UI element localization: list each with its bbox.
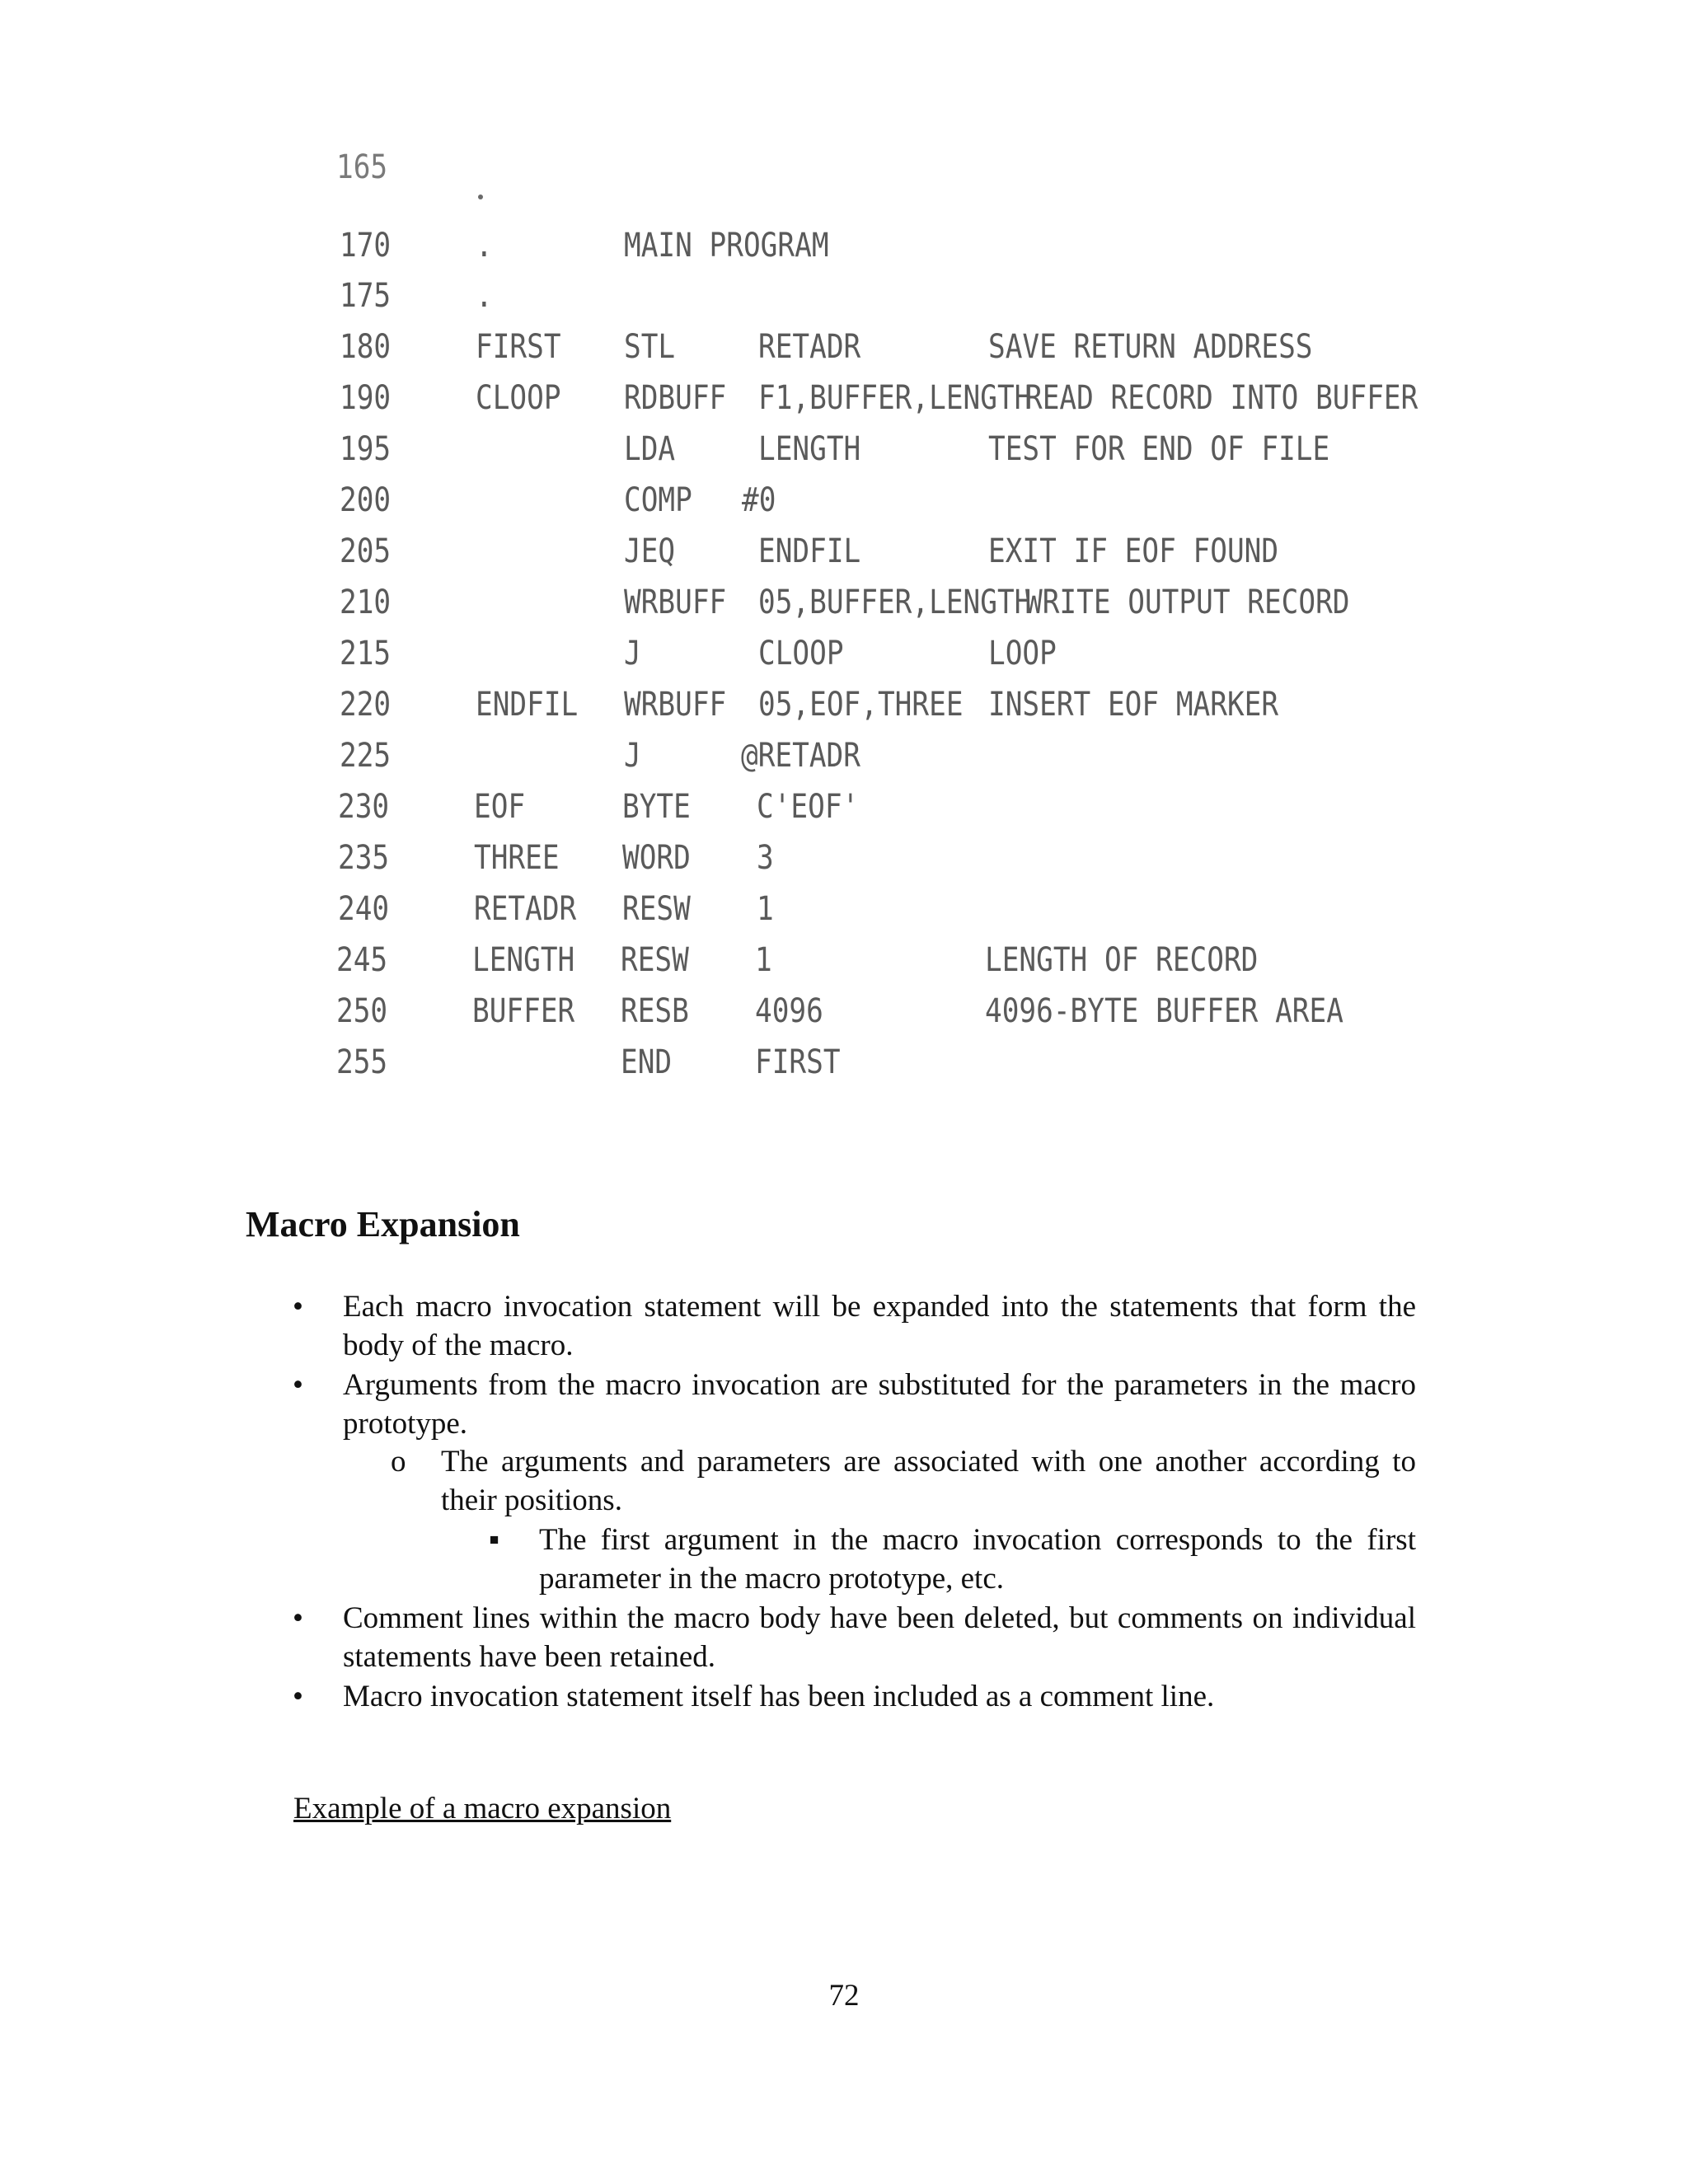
example-title: Example of a macro expansion	[293, 1792, 672, 1825]
bullet-icon: •	[293, 1368, 303, 1402]
listing-row: 235 THREE WORD 3	[338, 839, 774, 877]
circle-bullet-icon: o	[391, 1445, 406, 1479]
listing-row: 220 ENDFIL WRBUFF 05,EOF,THREE INSERT EOF MARKER	[340, 686, 1279, 724]
list-item: Each macro invocation statement will be expanded into the statements that form the body of the macro.	[343, 1290, 1416, 1362]
bullet-icon: •	[293, 1601, 303, 1635]
section-heading: Macro Expansion	[246, 1204, 520, 1244]
square-bullet-icon: ▪	[489, 1523, 500, 1557]
listing-row: 255 END FIRST	[336, 1043, 841, 1081]
listing-row: 205 JEQ ENDFIL EXIT IF EOF FOUND	[340, 532, 1279, 570]
listing-row: 250 BUFFER RESB 4096 4096-BYTE BUFFER AREA	[336, 992, 1343, 1030]
listing-row: 210 WRBUFF 05,BUFFER,LENGTH WRITE OUTPUT RECORD	[340, 583, 1350, 621]
listing-row: 180 FIRST STL RETADR SAVE RETURN ADDRESS	[340, 328, 1313, 366]
bullet-icon: •	[293, 1680, 303, 1713]
listing-row: 170 . MAIN PROGRAM	[340, 227, 829, 265]
list-item: Macro invocation statement itself has been included as a comment line.	[343, 1680, 1215, 1713]
listing-top-fragment: 165	[336, 148, 388, 186]
page-number: 72	[828, 1979, 860, 2013]
listing-row: 200 COMP #0	[340, 481, 776, 519]
listing-top-dot	[478, 194, 483, 199]
listing-row: 230 EOF BYTE C'EOF'	[338, 788, 860, 826]
listing-row: 195 LDA LENGTH TEST FOR END OF FILE	[340, 430, 1330, 468]
list-item: The arguments and parameters are associated with one another according to their positions.	[441, 1445, 1416, 1517]
listing-row: 240 RETADR RESW 1	[338, 890, 774, 928]
bullet-icon: •	[293, 1290, 303, 1324]
listing-row: 190 CLOOP RDBUFF F1,BUFFER,LENGTH READ RECORD INTO BUFFER	[340, 379, 1418, 417]
list-item: Comment lines within the macro body have been deleted, but comments on individual statements have been retained.	[343, 1601, 1416, 1674]
listing-row: 175 .	[340, 277, 493, 315]
list-item: Arguments from the macro invocation are substituted for the parameters in the macro prototype.	[343, 1368, 1416, 1441]
list-item: The first argument in the macro invocation corresponds to the first parameter in the macro prototype, etc.	[539, 1523, 1416, 1596]
listing-row: 215 J CLOOP LOOP	[340, 635, 1057, 673]
listing-row: 225 J @RETADR	[340, 737, 860, 775]
listing-row: 245 LENGTH RESW 1 LENGTH OF RECORD	[336, 941, 1259, 979]
